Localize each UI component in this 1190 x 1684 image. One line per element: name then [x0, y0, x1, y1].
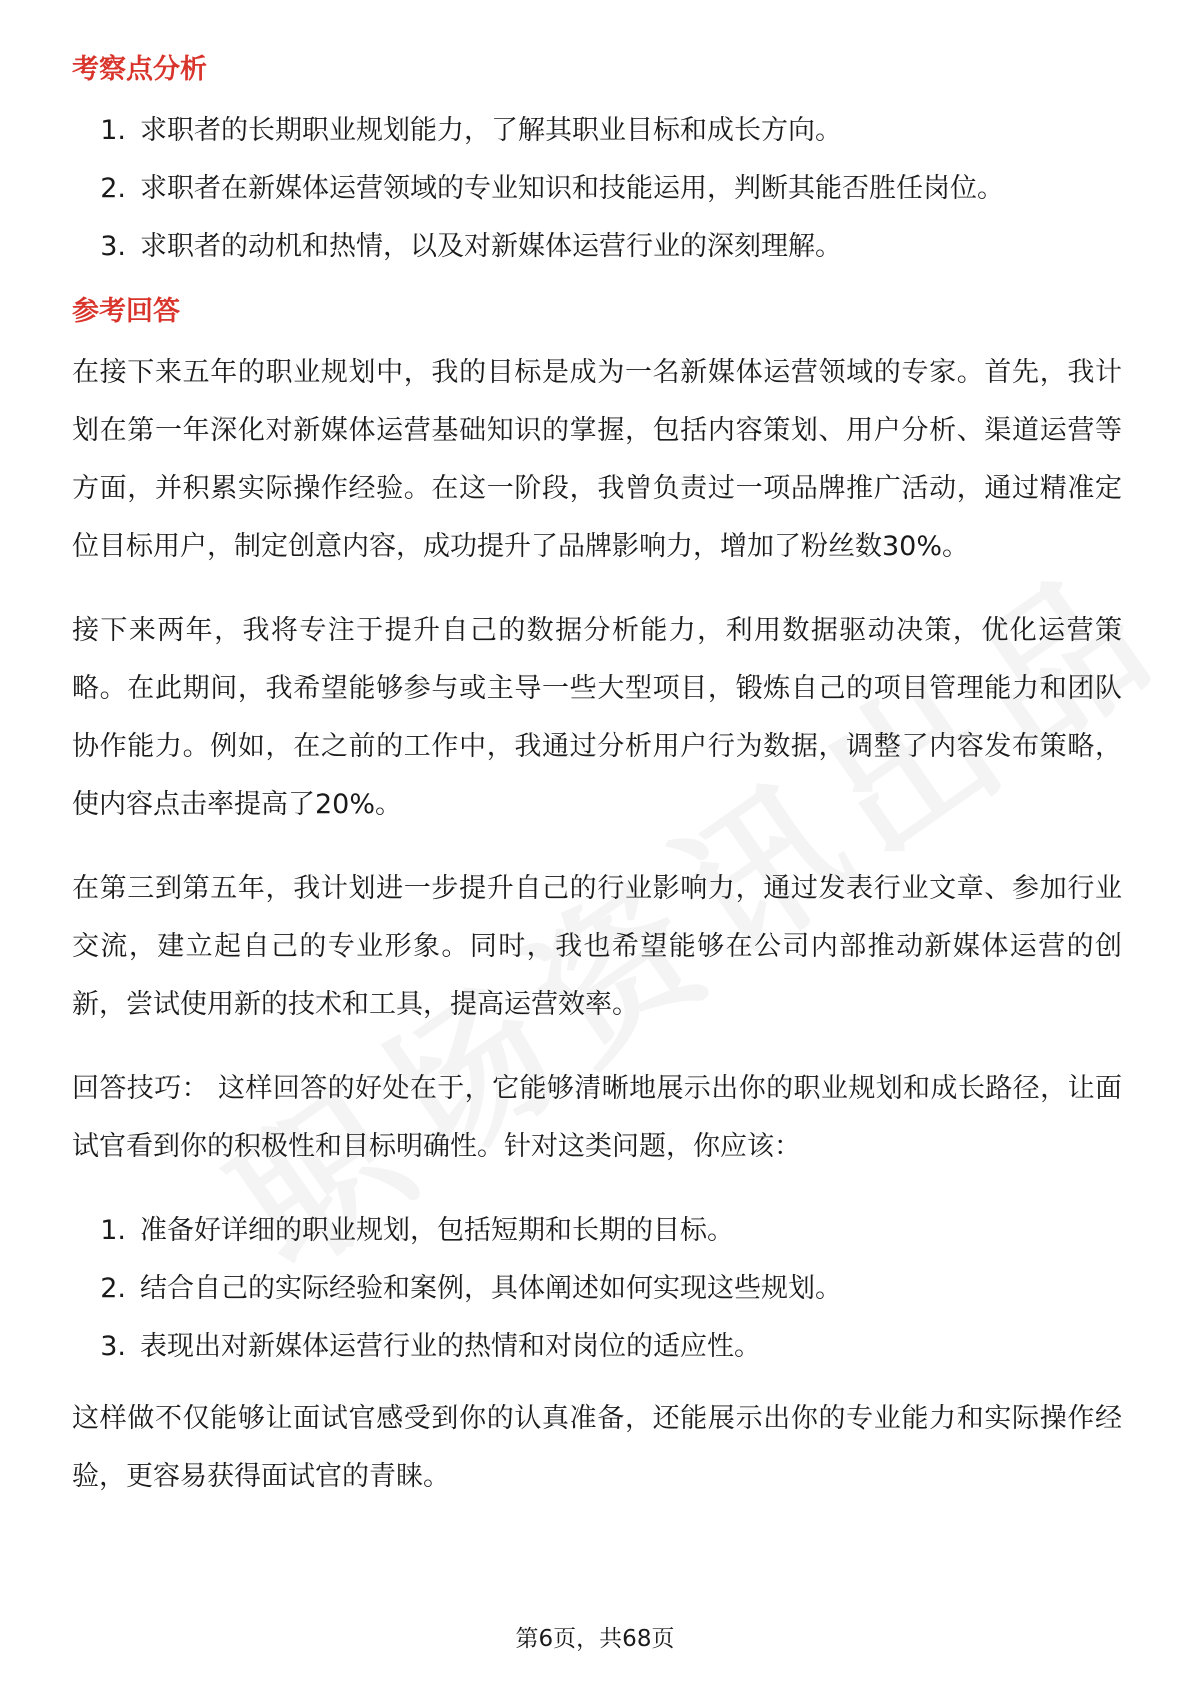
- document-page: [72, 48, 1122, 1532]
- list-item-number: 2.: [100, 173, 126, 204]
- analysis-section-title: 考察点分析: [72, 54, 207, 85]
- list-item-number: 3.: [100, 231, 126, 262]
- answer-paragraph-3: 在第三到第五年，我计划进一步提升自己的行业影响力，通过发表行业文章、参加行业交流，建立起自己的专业形象。同时，我也希望能够在公司内部推动新媒体运营的创新，尝试使用新的技术和工具，提高运营效率。: [72, 873, 1122, 1020]
- list-item-text: 求职者的动机和热情，以及对新媒体运营行业的深刻理解。: [140, 231, 842, 262]
- list-item-number: 1.: [100, 1215, 126, 1246]
- list-item-text: 表现出对新媒体运营行业的热情和对岗位的适应性。: [140, 1331, 761, 1362]
- answer-paragraph-2: 接下来两年，我将专注于提升自己的数据分析能力，利用数据驱动决策，优化运营策略。在此期间，我希望能够参与或主导一些大型项目，锻炼自己的项目管理能力和团队协作能力。例如，在之前的工作中，我通过分析用户行为数据，调整了内容发布策略，使内容点击率提高了20%。: [72, 615, 1122, 820]
- answer-paragraph-1: 在接下来五年的职业规划中，我的目标是成为一名新媒体运营领域的专家。首先，我计划在第一年深化对新媒体运营基础知识的掌握，包括内容策划、用户分析、渠道运营等方面，并积累实际操作经验。在这一阶段，我曾负责过一项品牌推广活动，通过精准定位目标用户，制定创意内容，成功提升了品牌影响力，增加了粉丝数30%。: [72, 357, 1122, 562]
- closing-paragraph: 这样做不仅能够让面试官感受到你的认真准备，还能展示出你的专业能力和实际操作经验，更容易获得面试官的青睐。: [72, 1403, 1122, 1492]
- list-item-number: 2.: [100, 1273, 126, 1304]
- list-item: [72, 160, 1122, 218]
- page-number-footer: 第6页，共68页: [515, 1626, 675, 1652]
- analysis-list: [72, 102, 1122, 276]
- list-item-text: 准备好详细的职业规划，包括短期和长期的目标。: [140, 1215, 734, 1246]
- tips-list: [72, 1202, 1122, 1376]
- list-item-text: 求职者的长期职业规划能力，了解其职业目标和成长方向。: [140, 115, 842, 146]
- answer-section-title: 参考回答: [72, 296, 180, 327]
- list-item: [72, 218, 1122, 276]
- list-item: [72, 102, 1122, 160]
- list-item-text: 求职者在新媒体运营领域的专业知识和技能运用，判断其能否胜任岗位。: [140, 173, 1004, 204]
- list-item-number: 3.: [100, 1331, 126, 1362]
- list-item: [72, 1318, 1122, 1376]
- list-item: [72, 1260, 1122, 1318]
- list-item: [72, 1202, 1122, 1260]
- list-item-text: 结合自己的实际经验和案例，具体阐述如何实现这些规划。: [140, 1273, 842, 1304]
- list-item-number: 1.: [100, 115, 126, 146]
- tips-intro-paragraph: 回答技巧： 这样回答的好处在于，它能够清晰地展示出你的职业规划和成长路径，让面试官看到你的积极性和目标明确性。针对这类问题，你应该：: [72, 1073, 1122, 1162]
